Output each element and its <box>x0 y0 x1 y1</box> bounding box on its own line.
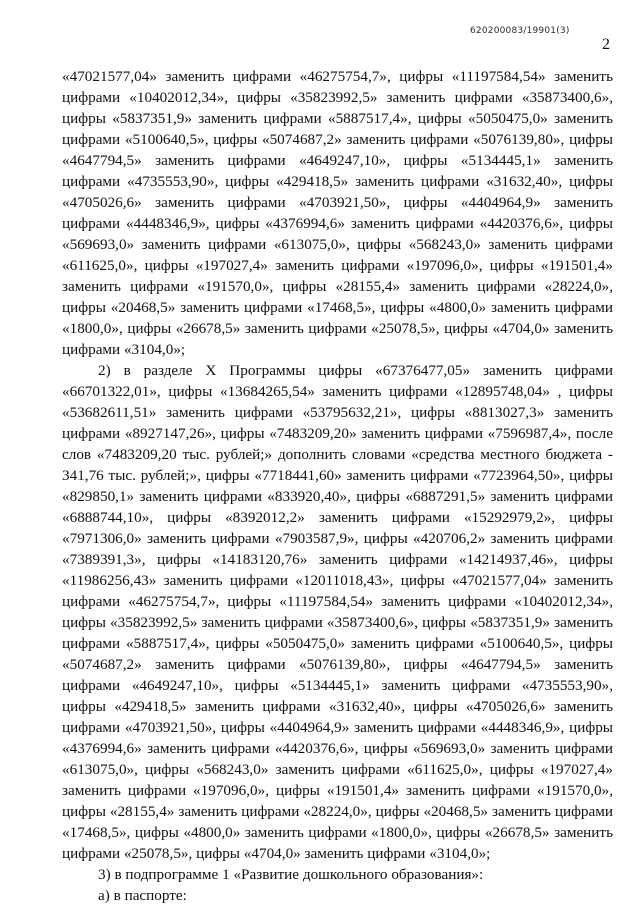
paragraph-continuation: «47021577,04» заменить цифрами «46275754,7», цифры «11197584,54» заменить цифрами «10402012,34», цифры «35823992,5» заменить цифрами «35873400,6», цифры «5837351,9» заменить цифрами «5887517,4», цифры «5050475,0» заменить цифрами «5100640,5», цифры «5074687,2» заменить цифрами «5076139,80», цифры «4647794,5» заменить цифрами «4649247,10», цифры «5134445,1» заменить цифрами «4735553,90», цифры «429418,5» заменить цифрами «31632,40», цифры «4705026,6» заменить цифрами «4703921,50», цифры «4404964,9» заменить цифрами «4448346,9», цифры «4376994,6» заменить цифрами «4420376,6», цифры «569693,0» заменить цифрами «613075,0», цифры «568243,0» заменить цифрами «611625,0», цифры «197027,4» заменить цифрами «197096,0», цифры «191501,4» заменить цифрами «191570,0», цифры «28155,4» заменить цифрами «28224,0», цифры «20468,5» заменить цифрами «17468,5», цифры «4800,0» заменить цифрами «1800,0», цифры «26678,5» заменить цифрами «25078,5», цифры «4704,0» заменить цифрами «3104,0»; <box>62 68 613 358</box>
paragraph-item-3a: а) в паспорте: <box>98 887 187 904</box>
paragraph-item-2: 2) в разделе X Программы цифры «67376477,05» заменить цифрами «66701322,01», цифры «13684265,54» заменить цифрами «12895748,04» , цифры «53682611,51» заменить цифрами «53795632,21», цифры «8813027,3» заменить цифрами «8927147,26», цифры «7483209,20» заменить цифрами «7596987,4», после слов «7483209,20 тыс. рублей;» дополнить словами «средства местного бюджета - 341,76 тыс. рублей;», цифры «7718441,60» заменить цифрами «7723964,50», цифры «829850,1» заменить цифрами «833920,40», цифры «6887291,5» заменить цифрами «6888744,10», цифры «8392012,2» заменить цифрами «15292979,2», цифры «7971306,0» заменить цифрами «7903587,9», цифры «420706,2» заменить цифрами «7389391,3», цифры «14183120,76» заменить цифрами «14214937,46», цифры «11986256,43» заменить цифрами «12011018,43», цифры «47021577,04» заменить цифрами «46275754,7», цифры «11197584,54» заменить цифрами «10402012,34», цифры «35823992,5» заменить цифрами «35873400,6», цифры «5837351,9» заменить цифрами «5887517,4», цифры «5050475,0» заменить цифрами «5100640,5», цифры «5074687,2» заменить цифрами «5076139,80», цифры «4647794,5» заменить цифрами «4649247,10», цифры «5134445,1» заменить цифрами «4735553,90», цифры «429418,5» заменить цифрами «31632,40», цифры «4705026,6» заменить цифрами «4703921,50», цифры «4404964,9» заменить цифрами «4448346,9», цифры «4376994,6» заменить цифрами «4420376,6», цифры «569693,0» заменить цифрами «613075,0», цифры «568243,0» заменить цифрами «611625,0», цифры «197027,4» заменить цифрами «197096,0», цифры «191501,4» заменить цифрами «191570,0», цифры «28155,4» заменить цифрами «28224,0», цифры «20468,5» заменить цифрами «17468,5», цифры «4800,0» заменить цифрами «1800,0», цифры «26678,5» заменить цифрами «25078,5», цифры «4704,0» заменить цифрами «3104,0»; <box>62 362 613 862</box>
document-id: 620200083/19901(3) <box>470 26 570 36</box>
paragraph-item-3: 3) в подпрограмме 1 «Развитие дошкольного образования»: <box>98 866 484 883</box>
page-number: 2 <box>602 36 610 53</box>
document-body <box>62 66 613 906</box>
